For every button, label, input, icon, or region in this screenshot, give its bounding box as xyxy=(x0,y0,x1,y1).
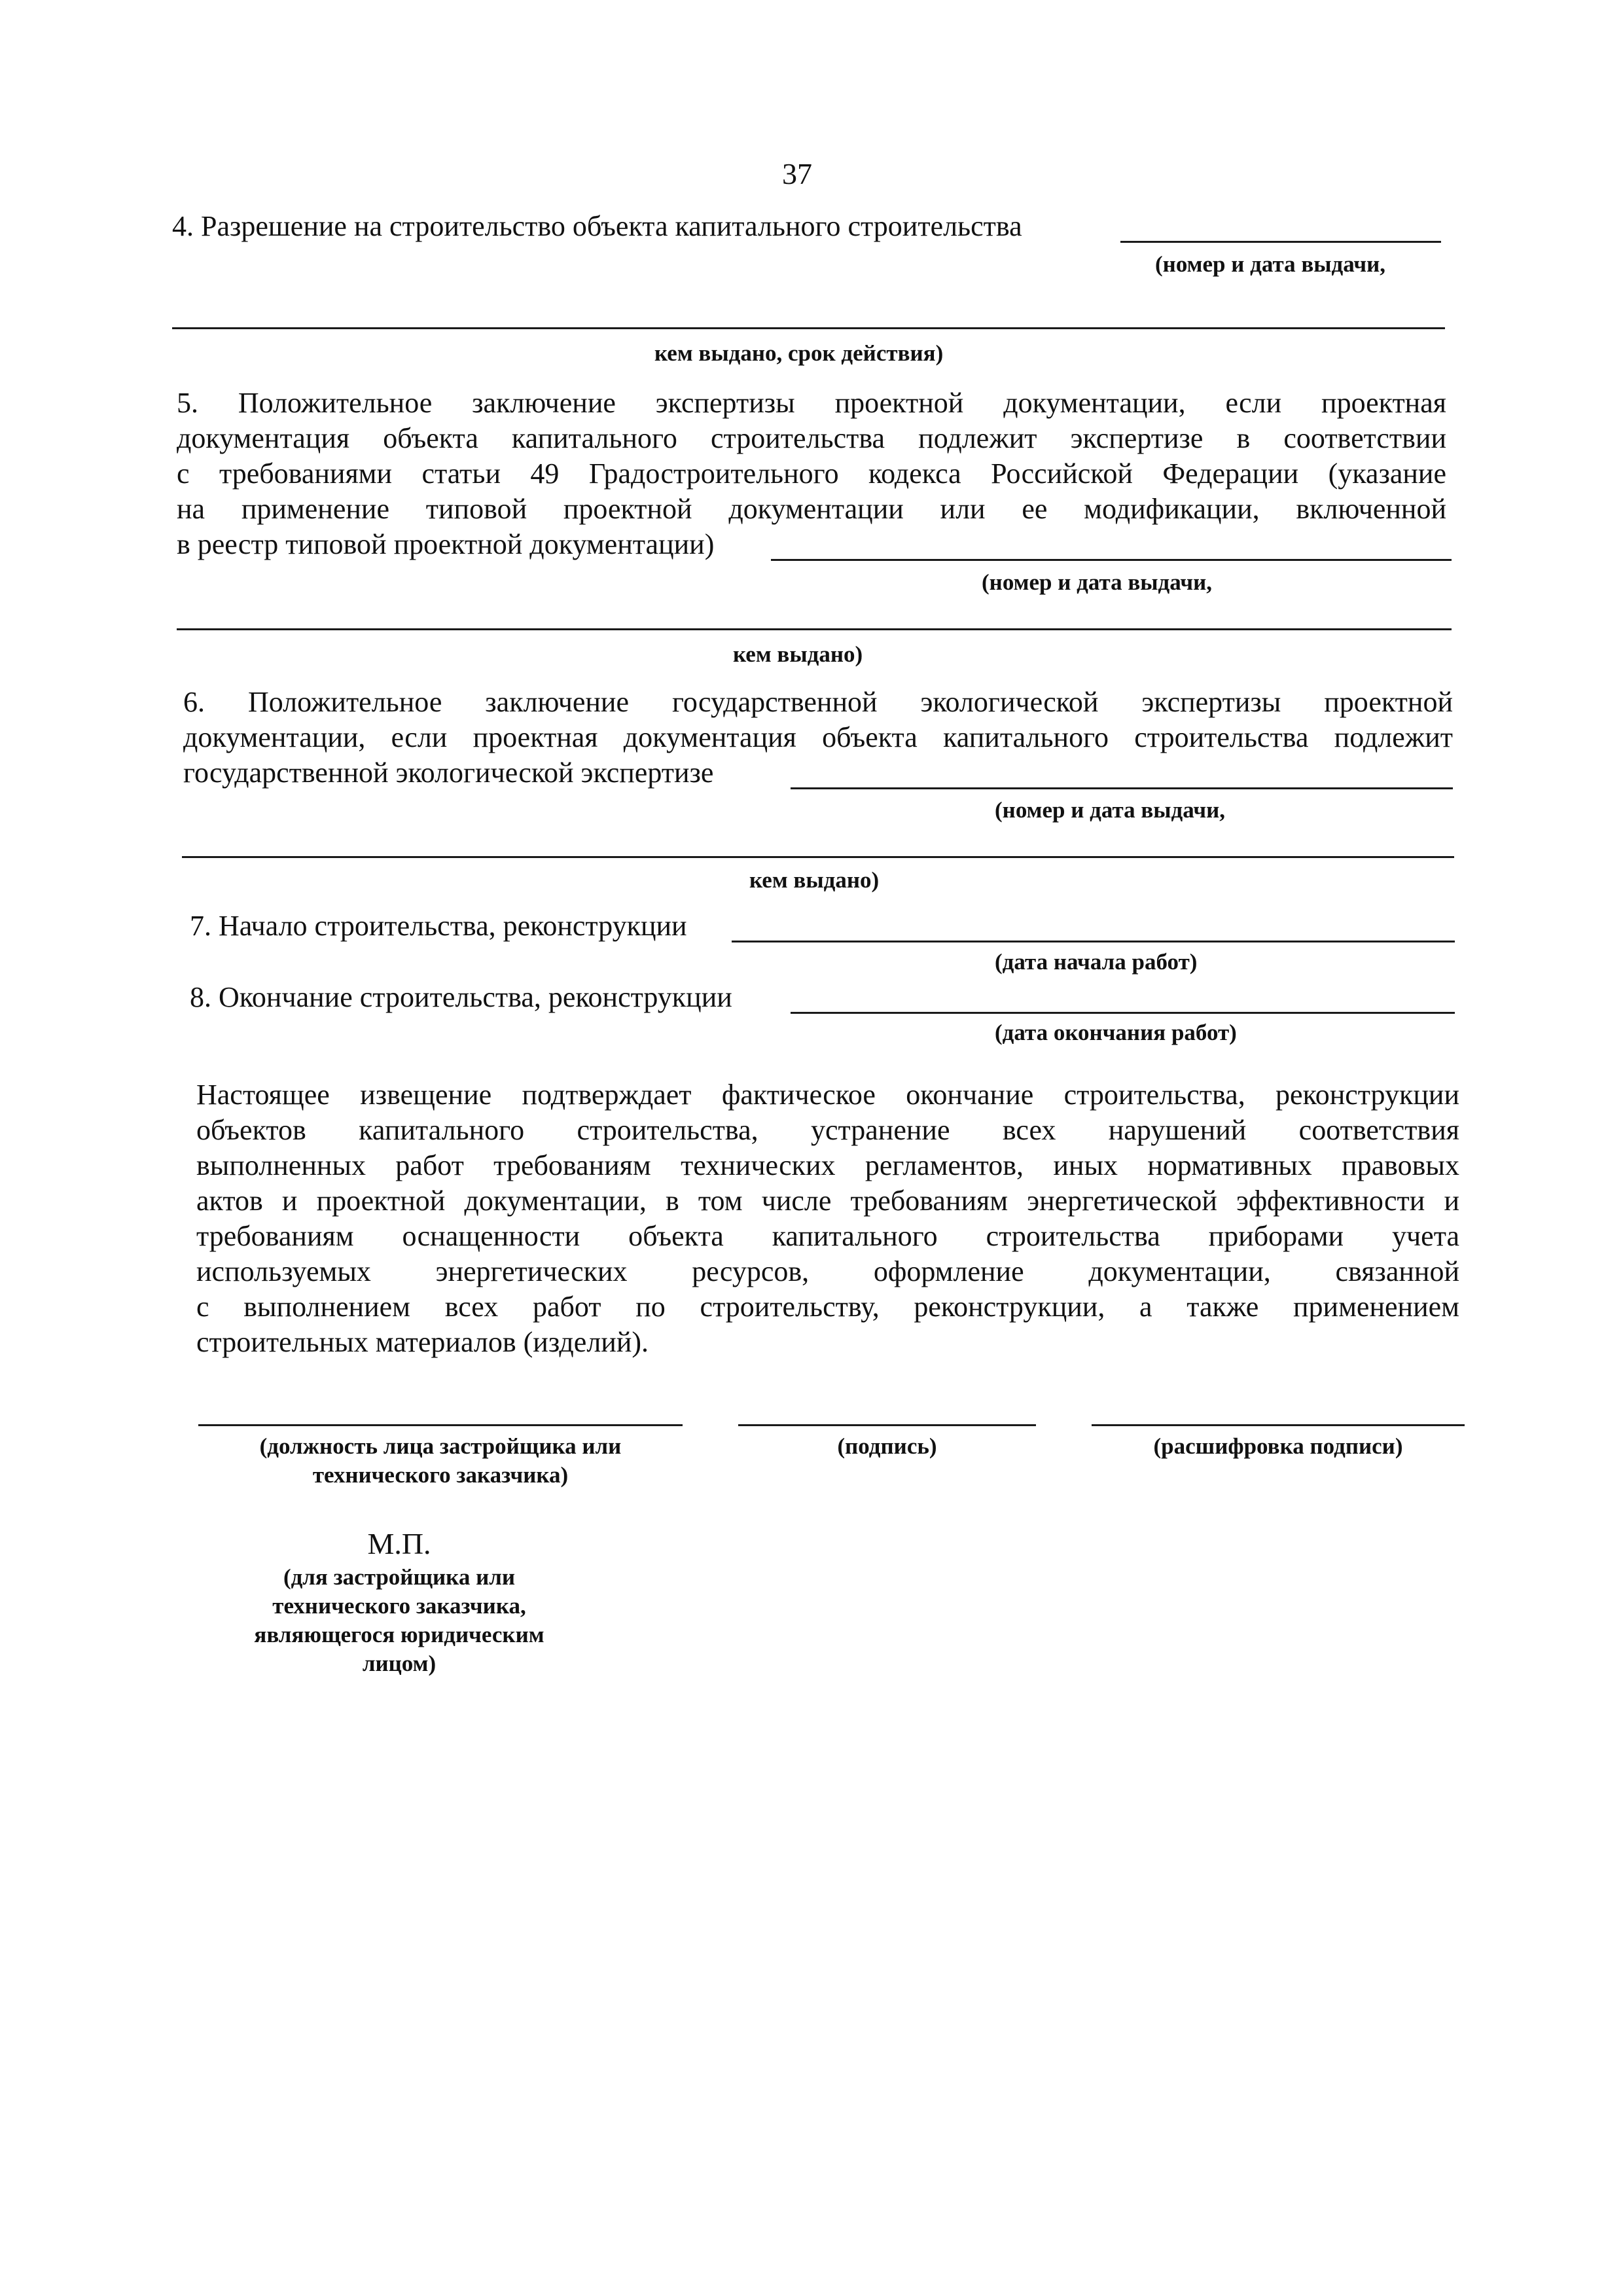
item5-caption-number-date: (номер и дата выдачи, xyxy=(982,569,1213,595)
item7-caption: (дата начала работ) xyxy=(995,949,1198,975)
stamp-line-2: технического заказчика, xyxy=(272,1593,526,1619)
notice-line-2: объектов капитального строительства, устранение всех нарушений соответствия xyxy=(196,1114,1459,1146)
stamp-line-3: являющегося юридическим xyxy=(254,1622,544,1647)
decipher-caption: (расшифровка подписи) xyxy=(1153,1433,1403,1459)
item8-label: 8. Окончание строительства, реконструкции xyxy=(190,981,732,1013)
item6-line-3: государственной экологической экспертизе xyxy=(183,757,714,789)
notice-line-7: с выполнением всех работ по строительству, реконструкции, а также применением xyxy=(196,1291,1459,1323)
item8-caption: (дата окончания работ) xyxy=(995,1020,1237,1045)
signature-caption: (подпись) xyxy=(837,1433,937,1459)
position-caption xyxy=(198,1432,683,1490)
position-caption-line-2: технического заказчика) xyxy=(312,1462,569,1488)
item5-line-3: с требованиями статьи 49 Градостроительного кодекса Российской Федерации (указание xyxy=(177,457,1446,490)
item6-line-2: документации, если проектная документация объекта капитального строительства подлежит xyxy=(183,721,1453,753)
item7-field-line[interactable] xyxy=(732,941,1455,942)
notice-line-3: выполненных работ требованиям технических регламентов, иных нормативных правовых xyxy=(196,1149,1459,1181)
item6-caption-number-date: (номер и дата выдачи, xyxy=(995,797,1226,823)
item4-label: 4. Разрешение на строительство объекта капитального строительства xyxy=(172,210,1022,242)
item6-caption-issuer: кем выдано) xyxy=(749,867,880,893)
item4-caption-issuer: кем выдано, срок действия) xyxy=(654,340,944,366)
signature-line[interactable] xyxy=(738,1424,1036,1426)
item6-field-line[interactable] xyxy=(791,787,1453,789)
notice-line-1: Настоящее извещение подтверждает фактическое окончание строительства, реконструкции xyxy=(196,1079,1459,1111)
item6-field-line-2[interactable] xyxy=(182,856,1454,858)
stamp-title: М.П. xyxy=(367,1527,431,1560)
item4-field-line[interactable] xyxy=(1120,241,1441,243)
stamp-line-4: лицом) xyxy=(362,1651,437,1676)
item5-line-5: в реестр типовой проектной документации) xyxy=(177,528,715,560)
decipher-line[interactable] xyxy=(1092,1424,1465,1426)
item6-line-1: 6. Положительное заключение государственной экологической экспертизы проектной xyxy=(183,686,1453,718)
item4-caption-number-date: (номер и дата выдачи, xyxy=(1155,251,1386,277)
item5-line-4: на применение типовой проектной документации или ее модификации, включенной xyxy=(177,493,1446,525)
item5-field-line-2[interactable] xyxy=(177,628,1452,630)
stamp-block xyxy=(216,1525,582,1678)
item5-line-1: 5. Положительное заключение экспертизы проектной документации, если проектная xyxy=(177,387,1446,419)
notice-line-6: используемых энергетических ресурсов, оформление документации, связанной xyxy=(196,1255,1459,1287)
stamp-line-1: (для застройщика или xyxy=(283,1564,516,1590)
notice-line-5: требованиям оснащенности объекта капитального строительства приборами учета xyxy=(196,1220,1459,1252)
item4-field-line-2[interactable] xyxy=(172,327,1445,329)
item8-field-line[interactable] xyxy=(791,1012,1455,1014)
item5-field-line[interactable] xyxy=(771,559,1452,561)
position-line[interactable] xyxy=(198,1424,683,1426)
page-number: 37 xyxy=(782,157,812,190)
notice-line-4: актов и проектной документации, в том числе требованиям энергетической эффективности и xyxy=(196,1185,1459,1217)
notice-line-8: строительных материалов (изделий). xyxy=(196,1326,649,1358)
item5-caption-issuer: кем выдано) xyxy=(733,641,863,667)
item7-label: 7. Начало строительства, реконструкции xyxy=(190,910,687,942)
position-caption-line-1: (должность лица застройщика или xyxy=(259,1433,622,1459)
item5-line-2: документация объекта капитального строительства подлежит экспертизе в соответствии xyxy=(177,422,1446,454)
